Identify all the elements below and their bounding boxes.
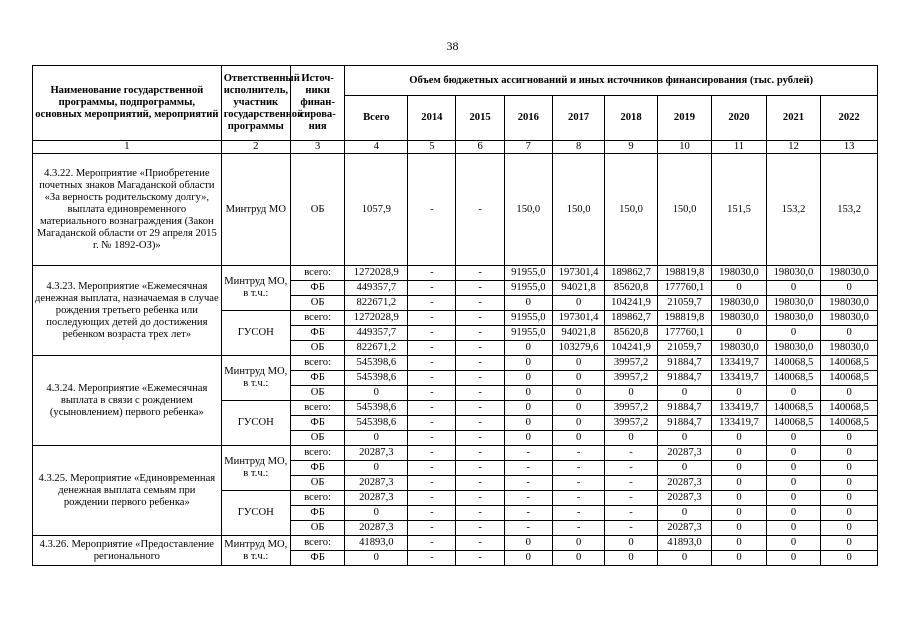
value-cell: 0: [712, 506, 767, 521]
value-cell: -: [552, 506, 604, 521]
value-cell: 140068,5: [766, 401, 821, 416]
value-cell: 0: [605, 431, 657, 446]
value-cell: -: [408, 154, 456, 266]
value-cell: 21059,7: [657, 341, 712, 356]
value-cell: 545398,6: [345, 356, 408, 371]
value-cell: -: [408, 521, 456, 536]
value-cell: 0: [766, 521, 821, 536]
value-cell: -: [456, 536, 504, 551]
value-cell: -: [456, 431, 504, 446]
value-cell: 0: [766, 551, 821, 566]
value-cell: -: [456, 371, 504, 386]
value-cell: 0: [345, 386, 408, 401]
value-cell: 0: [345, 551, 408, 566]
value-cell: 0: [766, 461, 821, 476]
value-cell: 20287,3: [345, 521, 408, 536]
value-cell: 39957,2: [605, 401, 657, 416]
value-cell: -: [456, 386, 504, 401]
value-cell: 0: [821, 476, 878, 491]
header-executor: Ответственный исполнитель, участник государственной программы: [221, 66, 290, 141]
table-row: [33, 446, 878, 461]
source-cell: всего:: [290, 356, 345, 371]
value-cell: -: [552, 461, 604, 476]
value-cell: -: [408, 281, 456, 296]
value-cell: 0: [821, 536, 878, 551]
column-number: 7: [504, 141, 552, 154]
value-cell: -: [456, 311, 504, 326]
value-cell: 0: [712, 326, 767, 341]
value-cell: 140068,5: [766, 356, 821, 371]
value-cell: 0: [552, 431, 604, 446]
source-cell: ФБ: [290, 371, 345, 386]
source-cell: всего:: [290, 401, 345, 416]
value-cell: -: [605, 476, 657, 491]
table-row: [33, 266, 878, 281]
source-cell: ОБ: [290, 341, 345, 356]
value-cell: 0: [821, 521, 878, 536]
value-cell: 0: [712, 491, 767, 506]
value-cell: 0: [712, 446, 767, 461]
value-cell: 0: [605, 386, 657, 401]
value-cell: -: [504, 506, 552, 521]
value-cell: -: [605, 446, 657, 461]
value-cell: -: [552, 491, 604, 506]
column-number: 9: [605, 141, 657, 154]
value-cell: -: [605, 521, 657, 536]
value-cell: -: [456, 476, 504, 491]
executor-cell: ГУСОН: [221, 311, 290, 356]
value-cell: 0: [605, 536, 657, 551]
value-cell: 0: [821, 326, 878, 341]
value-cell: 0: [766, 476, 821, 491]
value-cell: 104241,9: [605, 296, 657, 311]
value-cell: 153,2: [766, 154, 821, 266]
value-cell: 20287,3: [345, 491, 408, 506]
value-cell: 0: [712, 281, 767, 296]
source-cell: ОБ: [290, 431, 345, 446]
value-cell: 0: [766, 506, 821, 521]
value-cell: 133419,7: [712, 401, 767, 416]
value-cell: -: [408, 446, 456, 461]
value-cell: 91884,7: [657, 356, 712, 371]
value-cell: -: [605, 491, 657, 506]
value-cell: 449357,7: [345, 326, 408, 341]
value-cell: -: [456, 446, 504, 461]
value-cell: -: [456, 154, 504, 266]
value-cell: 91955,0: [504, 326, 552, 341]
budget-table: [32, 65, 878, 566]
column-number: 3: [290, 141, 345, 154]
value-cell: -: [408, 476, 456, 491]
value-cell: 0: [766, 431, 821, 446]
value-cell: 822671,2: [345, 341, 408, 356]
value-cell: 198030,0: [821, 296, 878, 311]
value-cell: -: [456, 326, 504, 341]
header-source: Источ-ники финан-сирова-ния: [290, 66, 345, 141]
value-cell: 0: [504, 431, 552, 446]
value-cell: 133419,7: [712, 416, 767, 431]
header-year: 2021: [766, 96, 821, 141]
measure-name: 4.3.23. Мероприятие «Ежемесячная денежная выплата, назначаемая в случае рождения третьего ребенка или последующих детей до достижения ребенком возраста трех лет»: [33, 266, 222, 356]
value-cell: -: [552, 521, 604, 536]
value-cell: 150,0: [657, 154, 712, 266]
value-cell: 0: [504, 386, 552, 401]
source-cell: ОБ: [290, 386, 345, 401]
measure-name: 4.3.22. Мероприятие «Приобретение почетных знаков Магаданской области «За верность родительскому долгу», выплата единовременного материального вознаграждения (Закон Магаданской области от 29 апреля 2015 г. № 1892-ОЗ)»: [33, 154, 222, 266]
value-cell: 94021,8: [552, 281, 604, 296]
value-cell: 822671,2: [345, 296, 408, 311]
value-cell: 198030,0: [712, 311, 767, 326]
value-cell: -: [408, 401, 456, 416]
value-cell: 0: [766, 536, 821, 551]
value-cell: 545398,6: [345, 416, 408, 431]
value-cell: 150,0: [605, 154, 657, 266]
value-cell: 198030,0: [712, 266, 767, 281]
value-cell: 0: [821, 281, 878, 296]
value-cell: 0: [821, 461, 878, 476]
value-cell: 91955,0: [504, 311, 552, 326]
value-cell: 0: [821, 491, 878, 506]
source-cell: ОБ: [290, 521, 345, 536]
measure-name: 4.3.24. Мероприятие «Ежемесячная выплата в связи с рождением (усыновлением) первого ребенка»: [33, 356, 222, 446]
source-cell: ОБ: [290, 154, 345, 266]
value-cell: -: [504, 476, 552, 491]
value-cell: 85620,8: [605, 281, 657, 296]
value-cell: 91955,0: [504, 266, 552, 281]
value-cell: 198819,8: [657, 311, 712, 326]
source-cell: всего:: [290, 536, 345, 551]
value-cell: 198030,0: [712, 341, 767, 356]
header-year: 2018: [605, 96, 657, 141]
value-cell: -: [408, 266, 456, 281]
value-cell: 0: [552, 371, 604, 386]
value-cell: -: [408, 551, 456, 566]
value-cell: 198030,0: [766, 266, 821, 281]
value-cell: 0: [504, 371, 552, 386]
value-cell: 150,0: [504, 154, 552, 266]
value-cell: 0: [552, 551, 604, 566]
column-number: 6: [456, 141, 504, 154]
column-number: 13: [821, 141, 878, 154]
source-cell: ФБ: [290, 551, 345, 566]
value-cell: 0: [712, 551, 767, 566]
value-cell: 41893,0: [657, 536, 712, 551]
value-cell: 0: [504, 356, 552, 371]
column-number: 8: [552, 141, 604, 154]
value-cell: 140068,5: [821, 356, 878, 371]
value-cell: 0: [552, 296, 604, 311]
page-number: 38: [446, 39, 459, 53]
value-cell: 0: [712, 461, 767, 476]
value-cell: 20287,3: [345, 476, 408, 491]
value-cell: 545398,6: [345, 401, 408, 416]
value-cell: -: [408, 386, 456, 401]
executor-cell: Минтруд МО: [221, 154, 290, 266]
value-cell: 0: [821, 446, 878, 461]
value-cell: 0: [821, 386, 878, 401]
value-cell: 20287,3: [657, 446, 712, 461]
value-cell: 140068,5: [766, 371, 821, 386]
value-cell: -: [408, 356, 456, 371]
value-cell: 0: [552, 386, 604, 401]
source-cell: ФБ: [290, 281, 345, 296]
value-cell: -: [456, 401, 504, 416]
value-cell: -: [408, 311, 456, 326]
value-cell: 0: [504, 341, 552, 356]
header-year: 2014: [408, 96, 456, 141]
value-cell: 198030,0: [766, 341, 821, 356]
value-cell: 0: [657, 506, 712, 521]
value-cell: 0: [766, 446, 821, 461]
value-cell: 39957,2: [605, 356, 657, 371]
value-cell: -: [605, 506, 657, 521]
value-cell: 91884,7: [657, 401, 712, 416]
table-row: [33, 536, 878, 551]
value-cell: -: [456, 506, 504, 521]
value-cell: -: [408, 296, 456, 311]
value-cell: 41893,0: [345, 536, 408, 551]
value-cell: 198030,0: [821, 266, 878, 281]
header-year: 2017: [552, 96, 604, 141]
value-cell: -: [456, 266, 504, 281]
source-cell: всего:: [290, 491, 345, 506]
value-cell: 0: [552, 416, 604, 431]
executor-cell: Минтруд МО, в т.ч.:: [221, 266, 290, 311]
value-cell: -: [504, 521, 552, 536]
value-cell: 0: [766, 326, 821, 341]
column-number: 5: [408, 141, 456, 154]
value-cell: -: [456, 356, 504, 371]
value-cell: 94021,8: [552, 326, 604, 341]
executor-cell: ГУСОН: [221, 401, 290, 446]
value-cell: 1057,9: [345, 154, 408, 266]
value-cell: 0: [712, 431, 767, 446]
executor-cell: Минтруд МО, в т.ч.:: [221, 446, 290, 491]
source-cell: всего:: [290, 311, 345, 326]
value-cell: 0: [657, 431, 712, 446]
source-cell: ФБ: [290, 506, 345, 521]
value-cell: 0: [766, 386, 821, 401]
value-cell: 20287,3: [657, 491, 712, 506]
executor-cell: Минтруд МО, в т.ч.:: [221, 356, 290, 401]
column-number: 12: [766, 141, 821, 154]
value-cell: -: [408, 416, 456, 431]
value-cell: -: [456, 416, 504, 431]
table-body: [33, 154, 878, 566]
value-cell: -: [552, 446, 604, 461]
source-cell: ОБ: [290, 476, 345, 491]
value-cell: 103279,6: [552, 341, 604, 356]
value-cell: 0: [605, 551, 657, 566]
value-cell: 85620,8: [605, 326, 657, 341]
value-cell: -: [408, 506, 456, 521]
header-budget-group: Объем бюджетных ассигнований и иных источников финансирования (тыс. рублей): [345, 66, 878, 96]
value-cell: -: [456, 281, 504, 296]
value-cell: 177760,1: [657, 326, 712, 341]
value-cell: 151,5: [712, 154, 767, 266]
value-cell: 0: [345, 506, 408, 521]
value-cell: 21059,7: [657, 296, 712, 311]
value-cell: -: [504, 491, 552, 506]
header-year: 2022: [821, 96, 878, 141]
value-cell: 198030,0: [766, 311, 821, 326]
value-cell: 189862,7: [605, 266, 657, 281]
value-cell: 545398,6: [345, 371, 408, 386]
value-cell: 1272028,9: [345, 266, 408, 281]
value-cell: 449357,7: [345, 281, 408, 296]
executor-cell: ГУСОН: [221, 491, 290, 536]
value-cell: 0: [712, 476, 767, 491]
source-cell: ФБ: [290, 326, 345, 341]
value-cell: -: [552, 476, 604, 491]
column-number: 11: [712, 141, 767, 154]
value-cell: 0: [504, 536, 552, 551]
header-total: Всего: [345, 96, 408, 141]
value-cell: 0: [766, 281, 821, 296]
value-cell: -: [504, 446, 552, 461]
value-cell: -: [456, 491, 504, 506]
value-cell: -: [456, 461, 504, 476]
value-cell: 197301,4: [552, 311, 604, 326]
value-cell: 91884,7: [657, 416, 712, 431]
value-cell: 39957,2: [605, 416, 657, 431]
value-cell: 150,0: [552, 154, 604, 266]
value-cell: 0: [712, 386, 767, 401]
executor-cell: Минтруд МО, в т.ч.:: [221, 536, 290, 566]
column-number: 2: [221, 141, 290, 154]
table-row: [33, 154, 878, 266]
table-row: [33, 356, 878, 371]
value-cell: 140068,5: [821, 401, 878, 416]
value-cell: -: [408, 341, 456, 356]
value-cell: 0: [345, 461, 408, 476]
value-cell: -: [456, 551, 504, 566]
value-cell: 20287,3: [657, 476, 712, 491]
value-cell: 0: [504, 416, 552, 431]
value-cell: 0: [504, 401, 552, 416]
value-cell: 91884,7: [657, 371, 712, 386]
value-cell: -: [408, 326, 456, 341]
value-cell: -: [456, 341, 504, 356]
value-cell: 140068,5: [821, 371, 878, 386]
value-cell: 133419,7: [712, 356, 767, 371]
value-cell: 140068,5: [766, 416, 821, 431]
source-cell: ОБ: [290, 296, 345, 311]
source-cell: ФБ: [290, 416, 345, 431]
value-cell: 0: [821, 431, 878, 446]
header-year: 2019: [657, 96, 712, 141]
value-cell: 39957,2: [605, 371, 657, 386]
value-cell: 0: [657, 386, 712, 401]
value-cell: -: [408, 371, 456, 386]
value-cell: 104241,9: [605, 341, 657, 356]
value-cell: 0: [821, 551, 878, 566]
value-cell: 0: [657, 551, 712, 566]
value-cell: 198030,0: [766, 296, 821, 311]
value-cell: 198819,8: [657, 266, 712, 281]
column-number: 1: [33, 141, 222, 154]
value-cell: 91955,0: [504, 281, 552, 296]
value-cell: 1272028,9: [345, 311, 408, 326]
value-cell: 20287,3: [657, 521, 712, 536]
value-cell: 0: [712, 536, 767, 551]
measure-name: 4.3.26. Мероприятие «Предоставление регионального: [33, 536, 222, 566]
value-cell: -: [504, 461, 552, 476]
value-cell: 197301,4: [552, 266, 604, 281]
value-cell: 133419,7: [712, 371, 767, 386]
column-number: 10: [657, 141, 712, 154]
header-year: 2020: [712, 96, 767, 141]
column-number: 4: [345, 141, 408, 154]
header-year: 2015: [456, 96, 504, 141]
value-cell: -: [456, 296, 504, 311]
value-cell: 0: [821, 506, 878, 521]
value-cell: 0: [552, 356, 604, 371]
value-cell: 153,2: [821, 154, 878, 266]
value-cell: 0: [552, 401, 604, 416]
value-cell: 0: [504, 296, 552, 311]
value-cell: 0: [504, 551, 552, 566]
value-cell: -: [408, 536, 456, 551]
value-cell: 177760,1: [657, 281, 712, 296]
value-cell: 198030,0: [821, 311, 878, 326]
measure-name: 4.3.25. Мероприятие «Единовременная денежная выплата семьям при рождении первого ребенка»: [33, 446, 222, 536]
value-cell: -: [605, 461, 657, 476]
header-name: Наименование государственной программы, подпрограммы, основных мероприятий, мероприятий: [33, 66, 222, 141]
header-year: 2016: [504, 96, 552, 141]
value-cell: 189862,7: [605, 311, 657, 326]
value-cell: 0: [766, 491, 821, 506]
value-cell: -: [408, 491, 456, 506]
value-cell: -: [408, 431, 456, 446]
value-cell: 198030,0: [821, 341, 878, 356]
value-cell: 20287,3: [345, 446, 408, 461]
value-cell: -: [408, 461, 456, 476]
value-cell: 198030,0: [712, 296, 767, 311]
source-cell: всего:: [290, 446, 345, 461]
source-cell: всего:: [290, 266, 345, 281]
source-cell: ФБ: [290, 461, 345, 476]
value-cell: 0: [657, 461, 712, 476]
value-cell: -: [456, 521, 504, 536]
value-cell: 0: [712, 521, 767, 536]
value-cell: 0: [345, 431, 408, 446]
value-cell: 0: [552, 536, 604, 551]
value-cell: 140068,5: [821, 416, 878, 431]
